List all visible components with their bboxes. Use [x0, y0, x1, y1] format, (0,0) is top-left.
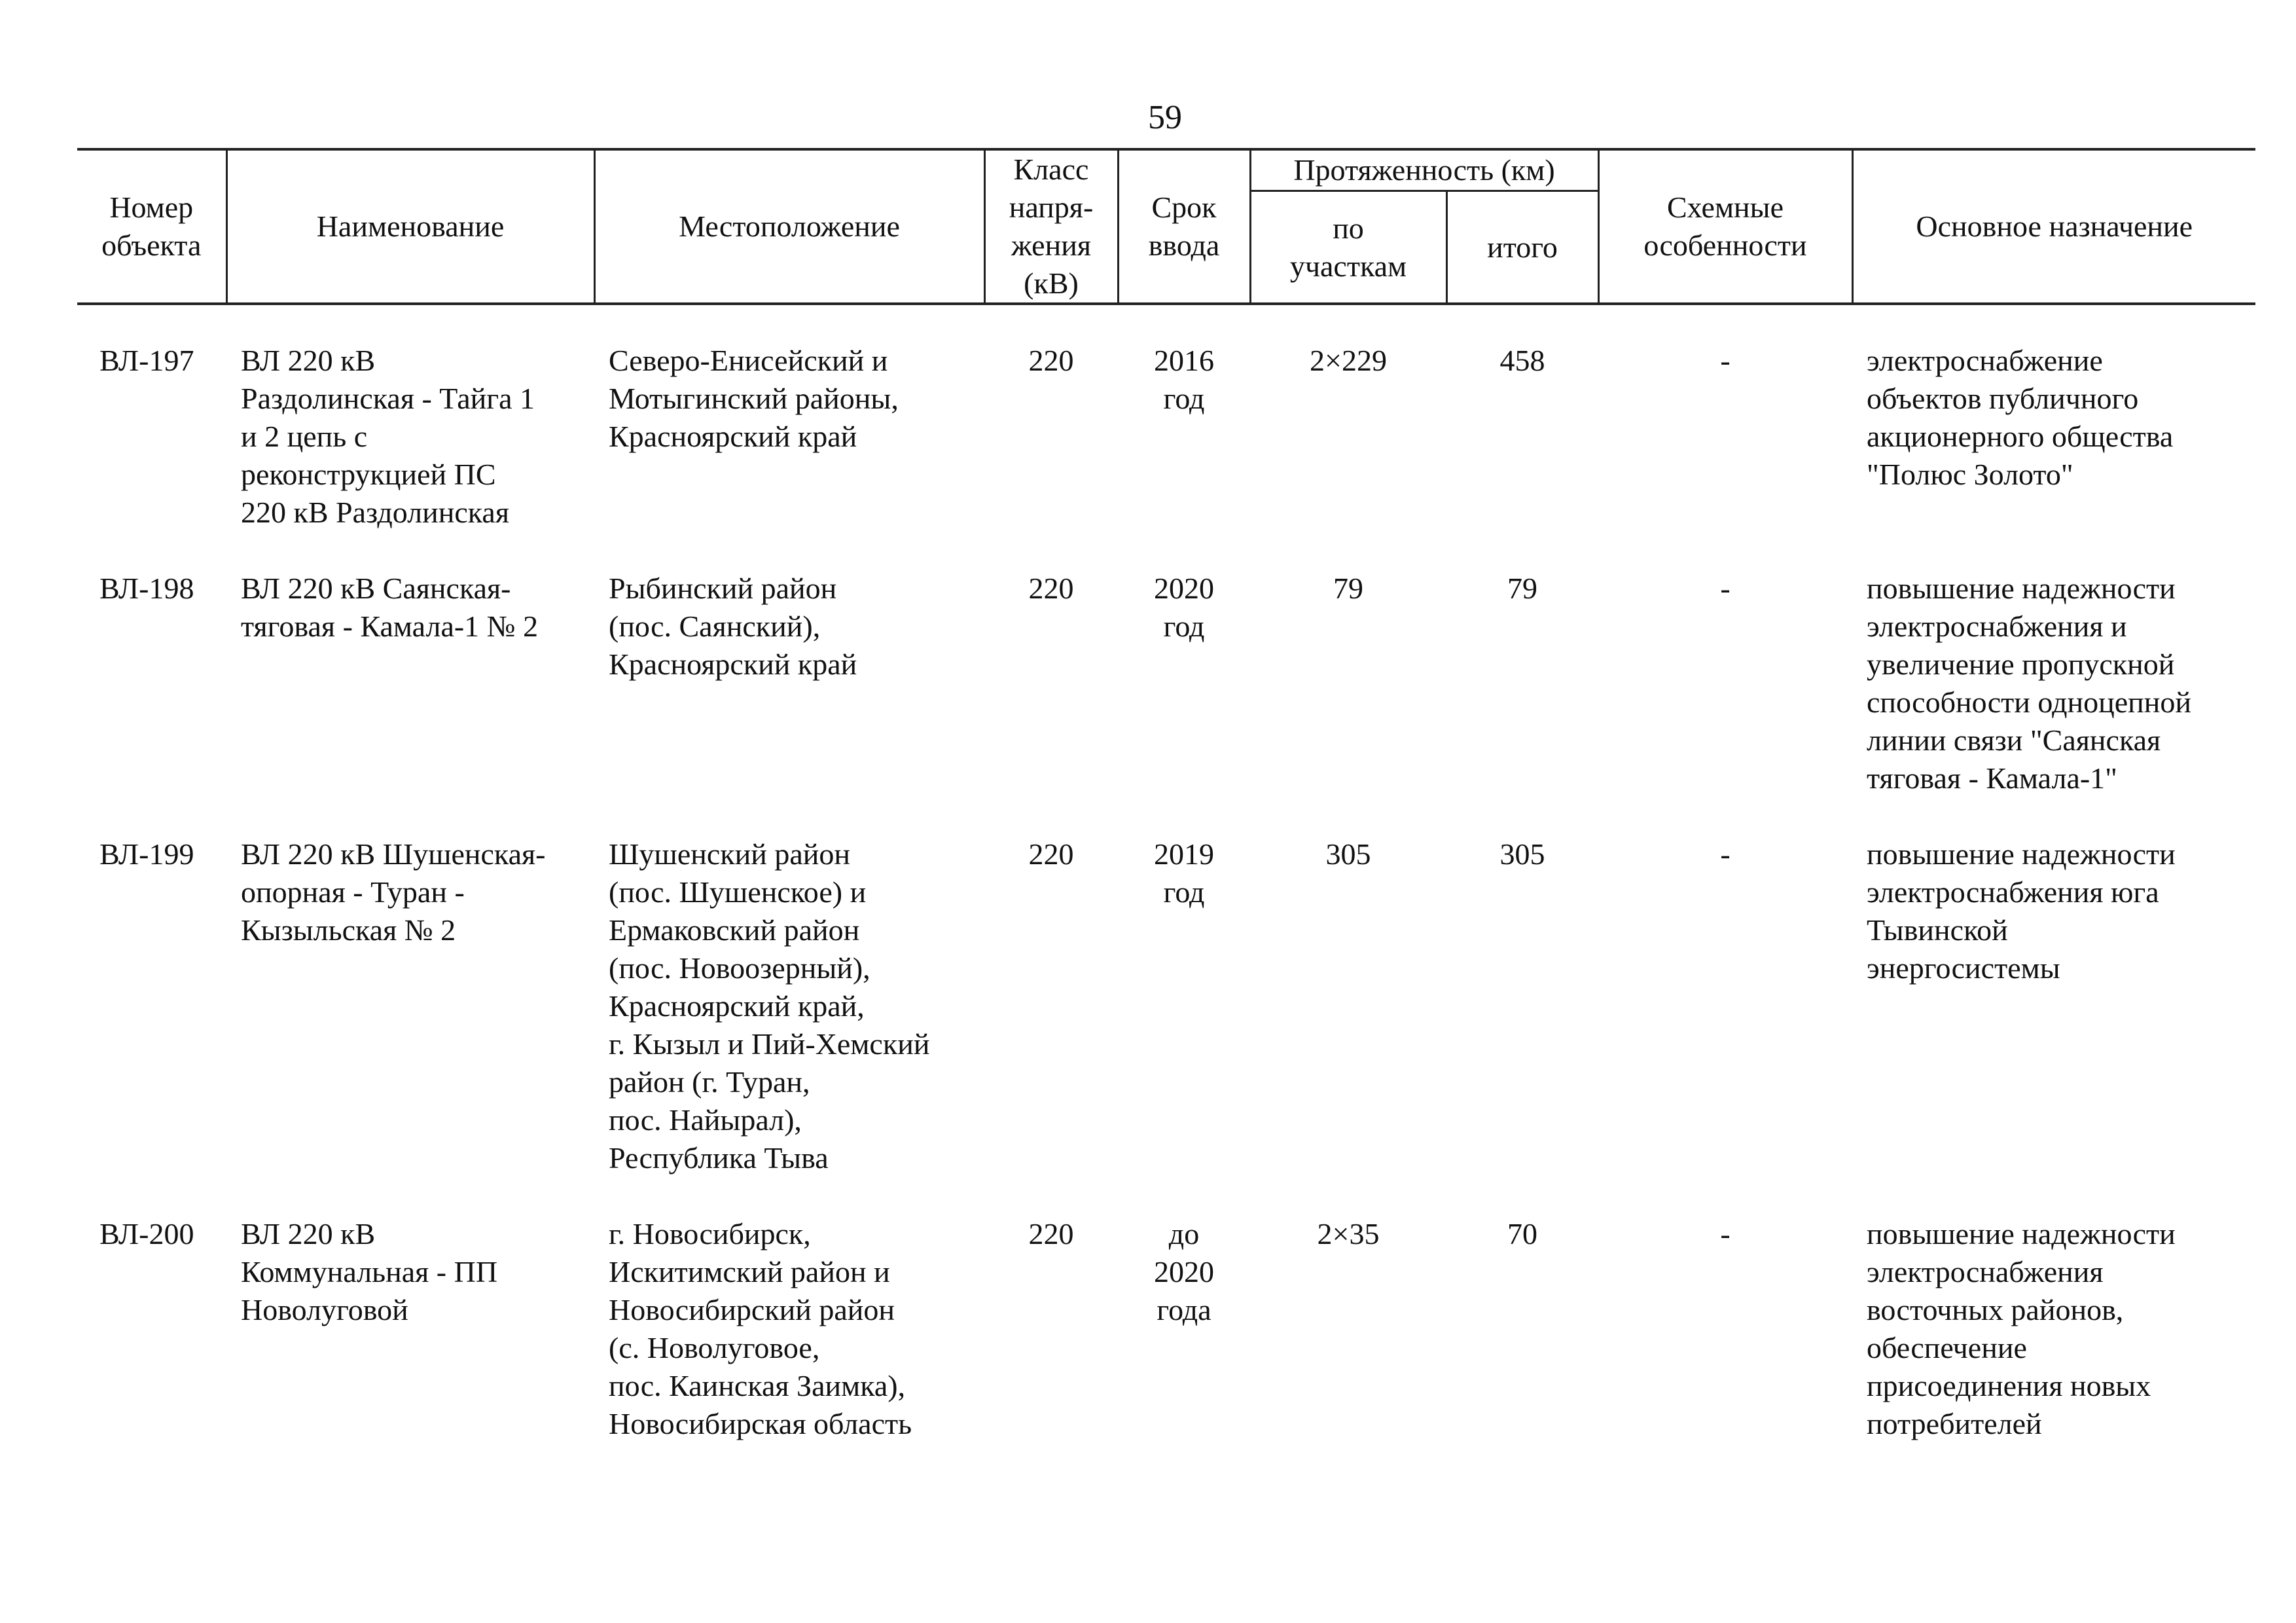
cell-date: 2020 год: [1154, 572, 1214, 643]
cell-scheme: -: [1720, 344, 1731, 377]
row-spacer: [77, 797, 2255, 835]
cell-purpose: повышение надежности электроснабжения восточных районов, обеспечение присоединения новых потребителей: [1867, 1217, 2176, 1440]
cell-purpose: электроснабжение объектов публичного акционерного общества "Полюс Золото": [1867, 344, 2174, 491]
cell-length-sections: 2×229: [1310, 344, 1387, 377]
table-row: [77, 570, 2255, 797]
header-voltage: Класс напря- жения (кВ): [984, 149, 1118, 304]
cell-name: ВЛ 220 кВ Саянская- тяговая - Камала-1 № 2: [241, 572, 539, 643]
cell-length-sections: 2×35: [1317, 1217, 1380, 1250]
cell-location: г. Новосибирск, Искитимский район и Новосибирский район (с. Новолуговое, пос. Каинская Заимка), Новосибирская область: [609, 1217, 912, 1440]
cell-length-sections: 79: [1333, 572, 1363, 605]
header-purpose: Основное назначение: [1852, 149, 2255, 304]
cell-scheme: -: [1720, 572, 1731, 605]
cell-purpose: повышение надежности электроснабжения и увеличение пропускной способности одноцепной линии связи "Саянская тяговая - Камала-1": [1867, 572, 2191, 795]
header-length-total: итого: [1446, 191, 1598, 304]
row-spacer: [77, 532, 2255, 570]
cell-length-sections: 305: [1325, 837, 1371, 871]
header-name: Наименование: [226, 149, 594, 304]
cell-length-total: 79: [1507, 572, 1537, 605]
cell-voltage: 220: [1028, 572, 1074, 605]
header-number: Номер объекта: [77, 149, 226, 304]
cell-length-total: 458: [1499, 344, 1545, 377]
cell-voltage: 220: [1028, 344, 1074, 377]
cell-date: 2016 год: [1154, 344, 1214, 415]
cell-voltage: 220: [1028, 1217, 1074, 1250]
page-number: 59: [1148, 99, 1182, 136]
cell-number: ВЛ-199: [99, 837, 194, 871]
cell-number: ВЛ-198: [99, 572, 194, 605]
cell-number: ВЛ-200: [99, 1217, 194, 1250]
cell-scheme: -: [1720, 837, 1731, 871]
cell-date: до 2020 года: [1154, 1217, 1214, 1326]
cell-voltage: 220: [1028, 837, 1074, 871]
cell-length-total: 305: [1499, 837, 1545, 871]
objects-table: [77, 148, 2255, 1443]
row-spacer: [77, 1177, 2255, 1215]
cell-scheme: -: [1720, 1217, 1731, 1250]
header-location: Местоположение: [594, 149, 984, 304]
cell-length-total: 70: [1507, 1217, 1537, 1250]
header-length-sections: по участкам: [1250, 191, 1446, 304]
cell-name: ВЛ 220 кВ Коммунальная - ПП Новолуговой: [241, 1217, 498, 1326]
header-date: Срок ввода: [1118, 149, 1250, 304]
table-row: [77, 304, 2255, 532]
table-header: [77, 149, 2255, 304]
cell-name: ВЛ 220 кВ Раздолинская - Тайга 1 и 2 цепь с реконструкцией ПС 220 кВ Раздолинская: [241, 344, 535, 529]
cell-date: 2019 год: [1154, 837, 1214, 909]
cell-purpose: повышение надежности электроснабжения юга Тывинской энергосистемы: [1867, 837, 2176, 985]
header-scheme: Схемные особенности: [1598, 149, 1852, 304]
cell-location: Северо-Енисейский и Мотыгинский районы, Красноярский край: [609, 344, 899, 453]
cell-number: ВЛ-197: [99, 344, 194, 377]
cell-name: ВЛ 220 кВ Шушенская- опорная - Туран - Кызыльская № 2: [241, 837, 546, 947]
header-length-group: Протяженность (км): [1250, 149, 1598, 191]
table-body: [77, 304, 2255, 1443]
cell-location: Шушенский район (пос. Шушенское) и Ермаковский район (пос. Новоозерный), Красноярский край, г. Кызыл и Пий-Хемский район (г. Туран, пос. Найырал), Республика Тыва: [609, 837, 930, 1175]
cell-location: Рыбинский район (пос. Саянский), Красноярский край: [609, 572, 857, 681]
table-row: [77, 835, 2255, 1177]
table-row: [77, 1215, 2255, 1443]
